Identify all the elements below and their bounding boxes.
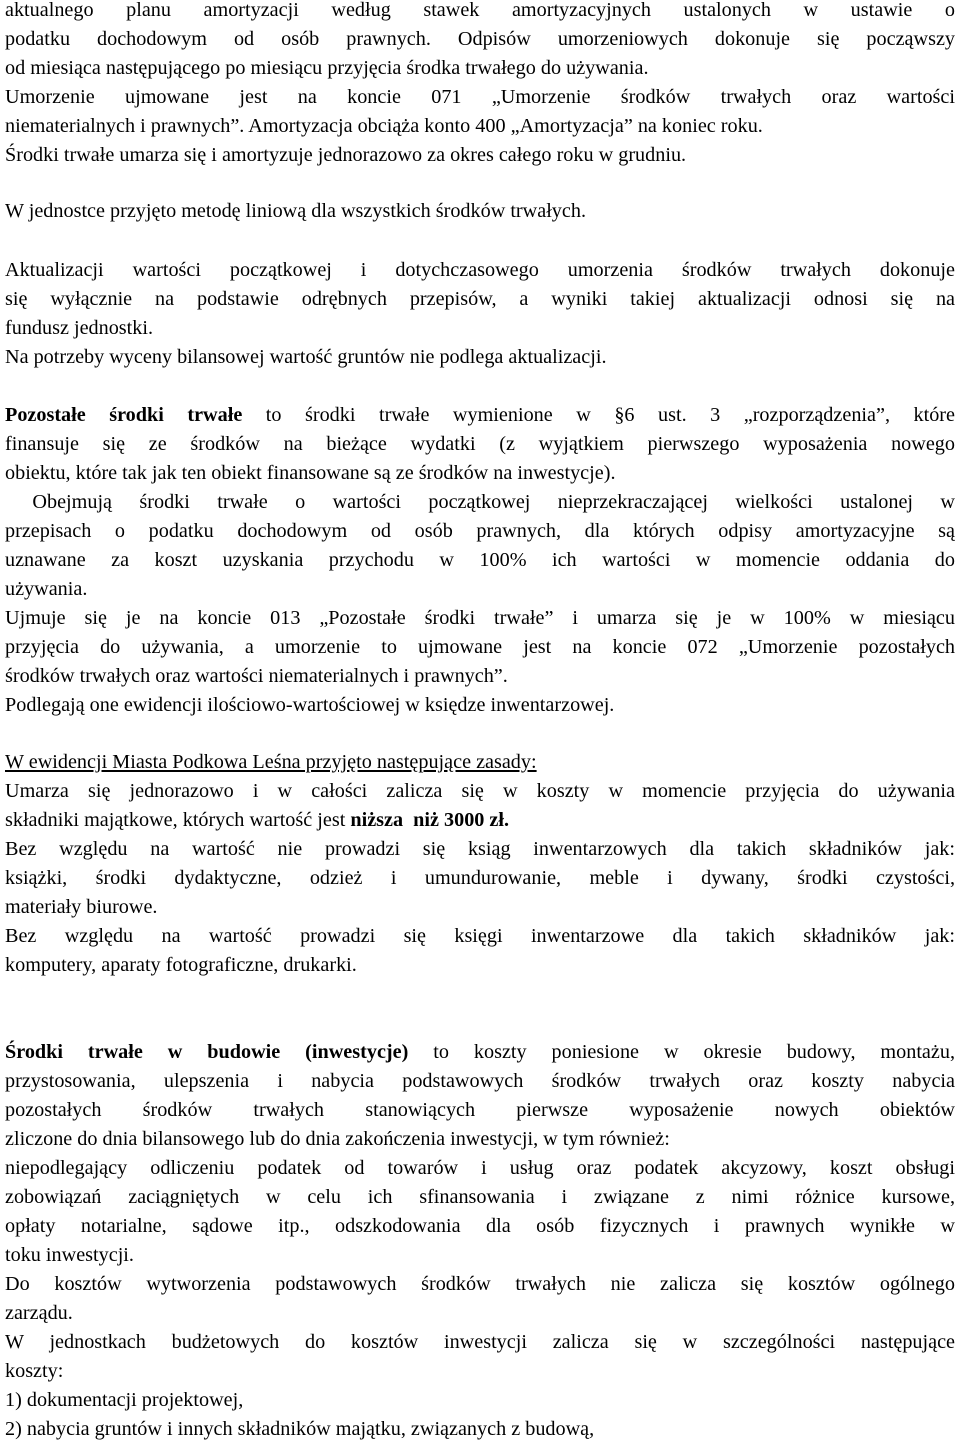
inwestycje-line-4: zliczone do dnia bilansowego lub do dnia zakończenia inwestycji, w tym również: xyxy=(5,1128,670,1150)
amortyzacja-line-6: Środki trwałe umarza się i amortyzuje jednorazowo za okres całego roku w grudniu. xyxy=(5,144,687,166)
amortyzacja-line-3: od miesiąca następującego po miesiącu przyjęcia środka trwałego do używania. xyxy=(5,57,649,79)
aktualizacja-line-2: się wyłącznie na podstawie odrębnych przepisów, a wyniki takiej aktualizacji odnosi się na xyxy=(5,288,955,310)
zasady-heading-text: W ewidencji Miasta Podkowa Leśna przyjęto następujące zasady: xyxy=(5,751,537,773)
pozostale-line-3: obiektu, które tak jak ten obiekt finansowane są ze środków na inwestycje). xyxy=(5,462,616,484)
aktualizacja-line-3: fundusz jednostki. xyxy=(5,317,154,339)
inwestycje-list-item-2: 2) nabycia gruntów i innych składników majątku, związanych z budową, xyxy=(5,1418,595,1440)
pozostale-line-9: przyjęcia do używania, a umorzenie to ujmowane jest na koncie 072 „Umorzenie pozostałych xyxy=(5,636,955,658)
inwestycje-line-7: opłaty notarialne, sądowe itp., odszkodowania dla osób fizycznych i prawnych wynikłe w xyxy=(5,1215,955,1237)
aktualizacja-line-1: Aktualizacji wartości początkowej i dotychczasowego umorzenia środków trwałych dokonuje xyxy=(5,259,955,281)
aktualizacja-line-4: Na potrzeby wyceny bilansowej wartość gruntów nie podlega aktualizacji. xyxy=(5,346,607,368)
pozostale-line-10: środków trwałych oraz wartości niematerialnych i prawnych”. xyxy=(5,665,508,687)
amortyzacja-line-2: podatku dochodowym od osób prawnych. Odpisów umorzeniowych dokonuje się począwszy xyxy=(5,28,955,50)
zasady-line-2-start: składniki majątkowe, których wartość jest xyxy=(5,809,351,831)
zasady-line-7: komputery, aparaty fotograficzne, drukarki. xyxy=(5,954,357,976)
inwestycje-line-1-rest: to koszty poniesione w okresie budowy, montażu, xyxy=(408,1041,955,1063)
inwestycje-line-1 xyxy=(5,1038,955,1067)
inwestycje-list-item-1: 1) dokumentacji projektowej, xyxy=(5,1389,244,1411)
pozostale-line-1 xyxy=(5,401,955,430)
zasady-line-2 xyxy=(5,806,955,835)
inwestycje-line-8: toku inwestycji. xyxy=(5,1244,134,1266)
zasady-threshold: niższa niż 3000 zł. xyxy=(350,809,510,831)
zasady-line-3: Bez względu na wartość nie prowadzi się ksiąg inwentarzowych dla takich składników jak: xyxy=(5,838,955,860)
pozostale-term: Pozostałe środki trwałe xyxy=(5,404,243,426)
inwestycje-line-12: koszty: xyxy=(5,1360,64,1382)
pozostale-line-2: finansuje się ze środków na bieżące wydatki (z wyjątkiem pierwszego wyposażenia nowego xyxy=(5,433,955,455)
inwestycje-line-3: pozostałych środków trwałych stanowiących pierwsze wyposażenie nowych obiektów xyxy=(5,1099,955,1121)
amortyzacja-line-7: W jednostce przyjęto metodę liniową dla wszystkich środków trwałych. xyxy=(5,200,586,222)
zasady-line-5: materiały biurowe. xyxy=(5,896,158,918)
amortyzacja-line-4: Umorzenie ujmowane jest na koncie 071 „Umorzenie środków trwałych oraz wartości xyxy=(5,86,955,108)
pozostale-line-11: Podlegają one ewidencji ilościowo-wartościowej w księdze inwentarzowej. xyxy=(5,694,615,716)
inwestycje-line-2: przystosowania, ulepszenia i nabycia podstawowych środków trwałych oraz koszty nabycia xyxy=(5,1070,955,1092)
pozostale-line-8: Ujmuje się je na koncie 013 „Pozostałe środki trwałe” i umarza się je w 100% w miesiącu xyxy=(5,607,955,629)
inwestycje-line-11: W jednostkach budżetowych do kosztów inwestycji zalicza się w szczególności następujące xyxy=(5,1331,955,1353)
inwestycje-line-9: Do kosztów wytworzenia podstawowych środków trwałych nie zalicza się kosztów ogólnego xyxy=(5,1273,955,1295)
amortyzacja-line-5: niematerialnych i prawnych”. Amortyzacja obciąża konto 400 „Amortyzacja” na koniec roku. xyxy=(5,115,763,137)
pozostale-line-6: uznawane za koszt uzyskania przychodu w 100% ich wartości w momencie oddania do xyxy=(5,549,955,571)
zasady-line-1: Umarza się jednorazowo i w całości zalicza się w koszty w momencie przyjęcia do używania xyxy=(5,780,955,802)
pozostale-line-7: używania. xyxy=(5,578,88,600)
zasady-line-6: Bez względu na wartość prowadzi się księgi inwentarzowe dla takich składników jak: xyxy=(5,925,955,947)
inwestycje-line-10: zarządu. xyxy=(5,1302,73,1324)
inwestycje-line-5: niepodlegający odliczeniu podatek od towarów i usług oraz podatek akcyzowy, koszt obsługi xyxy=(5,1157,955,1179)
zasady-line-4: książki, środki dydaktyczne, odzież i umundurowanie, meble i dywany, środki czystości, xyxy=(5,867,955,889)
pozostale-line-4: Obejmują środki trwałe o wartości początkowej nieprzekraczającej wielkości ustalonej w xyxy=(5,491,955,513)
inwestycje-line-6: zobowiązań zaciągniętych w celu ich sfinansowania i związane z nimi różnice kursowe, xyxy=(5,1186,955,1208)
pozostale-line-5: przepisach o podatku dochodowym od osób prawnych, dla których odpisy amortyzacyjne są xyxy=(5,520,955,542)
inwestycje-term: Środki trwałe w budowie (inwestycje) xyxy=(5,1041,409,1063)
zasady-heading xyxy=(5,748,955,777)
pozostale-line-1-rest: to środki trwałe wymienione w §6 ust. 3 „rozporządzenia”, które xyxy=(242,404,955,426)
amortyzacja-line-1: aktualnego planu amortyzacji według stawek amortyzacyjnych ustalonych w ustawie o xyxy=(5,0,955,21)
